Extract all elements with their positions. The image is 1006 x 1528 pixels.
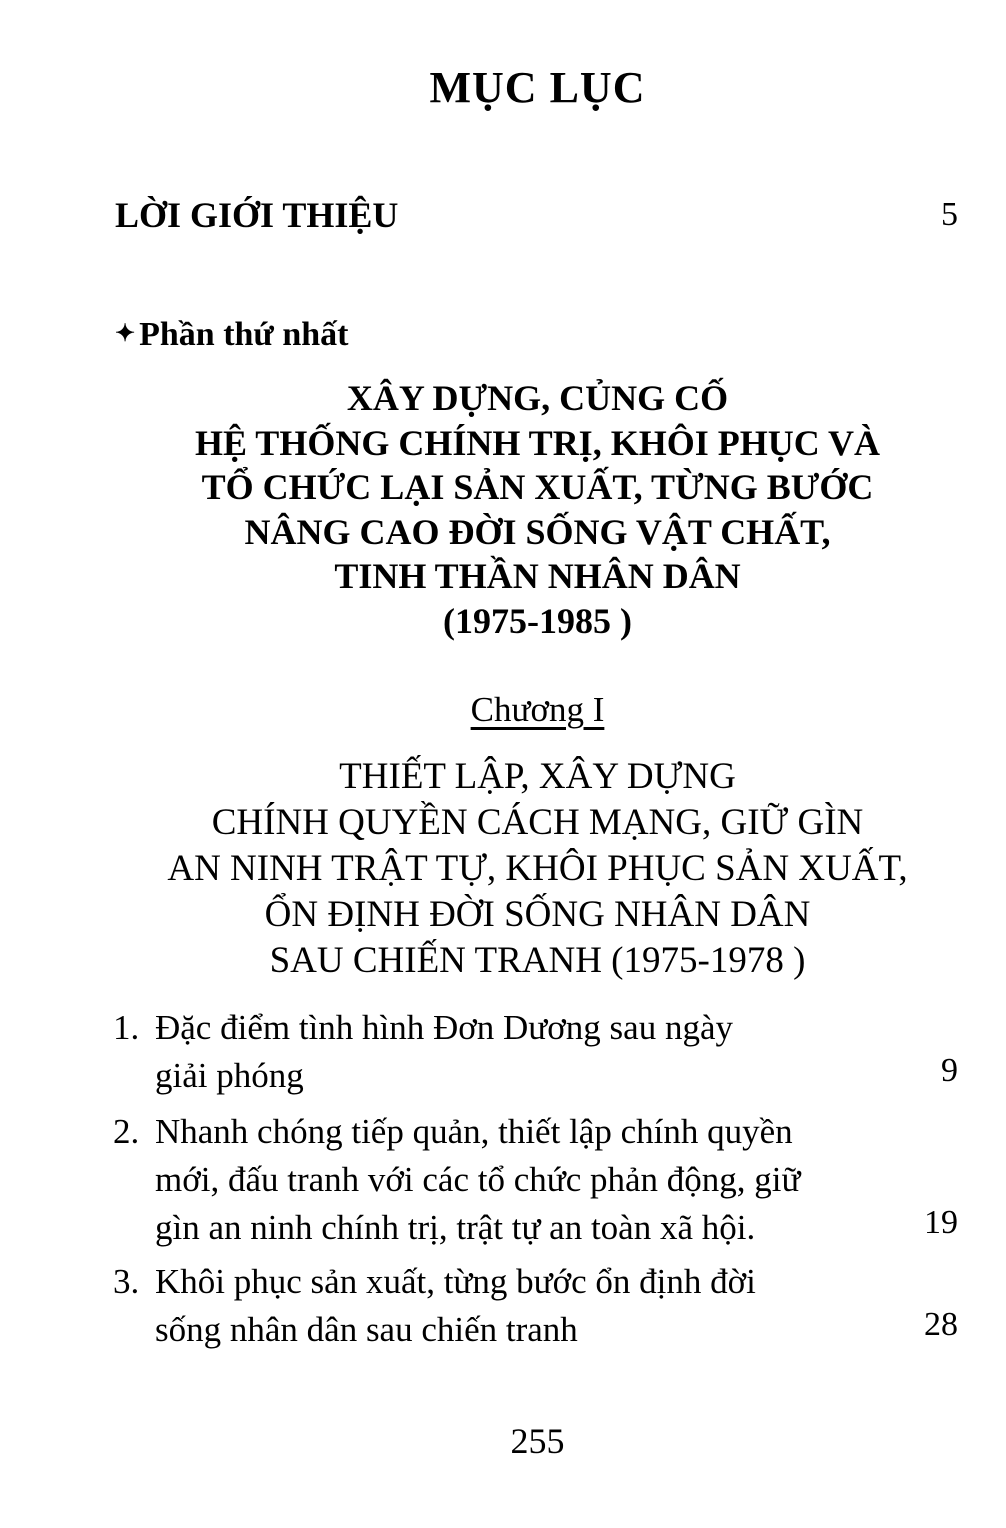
part-title-line: XÂY DỰNG, CỦNG CỐ [346,378,729,418]
toc-item-text: Nhanh chóng tiếp quản, thiết lập chính quyền [155,1112,793,1151]
chapter-title [0,754,1006,984]
toc-item-text: Khôi phục sản xuất, từng bước ổn định đời [155,1262,756,1301]
chapter-title-line: THIẾT LẬP, XÂY DỰNG [339,756,736,797]
toc-item-text: gìn an ninh chính trị, trật tự an toàn xã hội. [155,1208,756,1247]
part-label: Phần thứ nhất [139,316,349,353]
part-title-line: TINH THẦN NHÂN DÂN [334,556,741,596]
toc-item-number: 2. [113,1112,140,1151]
toc-item-page: 9 [941,1052,958,1089]
toc-item-number: 3. [113,1262,140,1301]
toc-item [113,1108,800,1252]
chapter-title-line: AN NINH TRẬT TỰ, KHÔI PHỤC SẢN XUẤT, [167,848,908,889]
part-title-line: NÂNG CAO ĐỜI SỐNG VẬT CHẤT, [244,511,831,552]
toc-item-page: 28 [924,1306,958,1343]
toc-item-text: mới, đấu tranh với các tổ chức phản động, giữ [155,1160,801,1199]
part-title-line: (1975-1985 ) [443,600,632,641]
part-title-line: TỔ CHỨC LẠI SẢN XUẤT, TỪNG BƯỚC [201,467,874,507]
page-number: 255 [510,1421,565,1461]
toc-item-text: giải phóng [155,1056,304,1095]
part-heading [115,316,348,354]
intro-entry-label: LỜI GIỚI THIỆU [115,195,399,235]
part-title-line: HỆ THỐNG CHÍNH TRỊ, KHÔI PHỤC VÀ [194,422,881,463]
toc-item [113,1004,733,1100]
chapter-heading [0,690,1006,730]
toc-item-text: Đặc điểm tình hình Đơn Dương sau ngày [155,1008,733,1047]
chapter-title-line: ỔN ĐỊNH ĐỜI SỐNG NHÂN DÂN [264,894,811,935]
page-title: MỤC LỤC [429,63,646,112]
intro-entry-page: 5 [941,196,958,233]
toc-item-number: 1. [113,1008,140,1047]
part-title [0,376,1006,643]
toc-item-page: 19 [924,1204,958,1241]
toc-item [113,1258,756,1354]
toc-item-text: sống nhân dân sau chiến tranh [155,1310,578,1349]
chapter-title-line: SAU CHIẾN TRANH (1975-1978 ) [269,940,806,981]
chapter-label: Chương I [470,690,605,729]
chapter-title-line: CHÍNH QUYỀN CÁCH MẠNG, GIỮ GÌN [211,802,864,843]
diamond-bullet-icon: ✦ [115,321,136,347]
